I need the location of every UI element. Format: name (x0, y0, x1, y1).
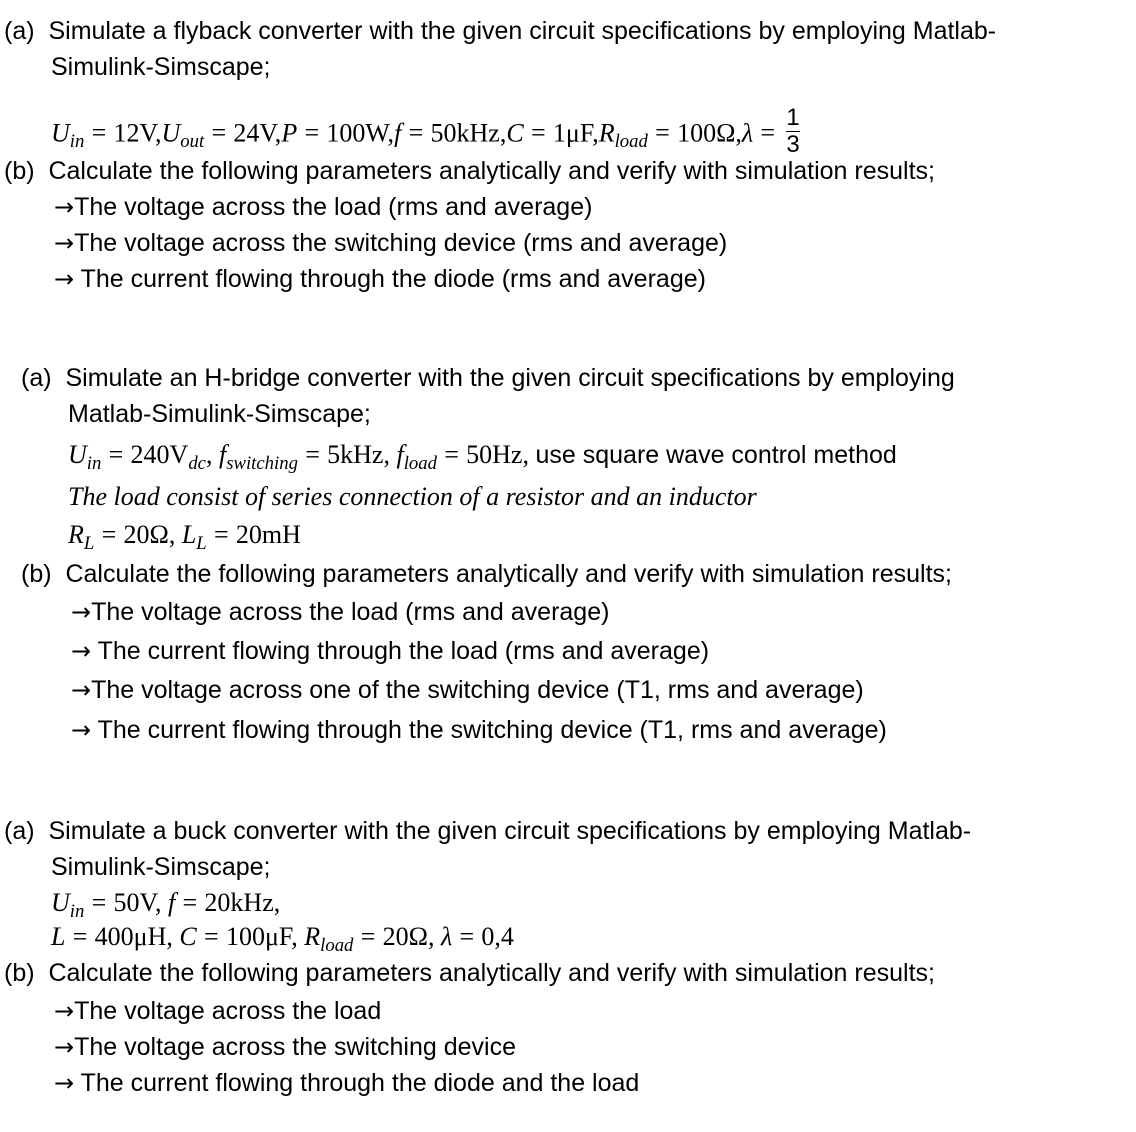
arrow-right-icon: → (54, 1033, 75, 1061)
p2-l-val: 20mH (235, 520, 301, 549)
p1-r-sub: load (614, 131, 648, 153)
p3-eq: = (72, 922, 88, 951)
p1-b-text: Calculate the following parameters analytically and verify with simulation results; (48, 157, 935, 185)
p1-spec (51, 104, 800, 161)
p3-c-sym: C (179, 922, 197, 951)
p3-c-val: 100μF, (225, 922, 298, 951)
p2-eq: = (108, 440, 124, 469)
p2-item-1 (71, 597, 609, 627)
arrow-right-icon: → (54, 193, 75, 221)
p3-a-text2: Simulink-Simscape; (51, 853, 271, 881)
p2-uin-sym: U (68, 440, 87, 469)
p2-item-text: The current flowing through the load (rms and average) (91, 637, 710, 665)
p2-a-text2: Matlab-Simulink-Simscape; (68, 400, 371, 428)
p3-uin-sym: U (51, 888, 70, 917)
p3-item-text: The voltage across the load (74, 997, 382, 1025)
p2-fs-sub: switching (226, 452, 298, 474)
p1-item-2 (54, 228, 727, 258)
p1-eq: = (304, 118, 320, 148)
p3-lambda-val: 0,4 (481, 922, 514, 951)
arrow-right-icon: → (54, 265, 75, 293)
p2-b-text: Calculate the following parameters analytically and verify with simulation results; (65, 560, 952, 588)
p3-a-label: (a) (4, 817, 35, 845)
p3-item-text: The current flowing through the diode and the load (74, 1069, 640, 1097)
p1-uin-val: 12V, (113, 118, 162, 148)
p3-r-val: 20Ω, (382, 922, 435, 951)
p3-r-sym: R (304, 922, 321, 951)
p3-r-sub: load (320, 934, 354, 956)
arrow-right-icon: → (71, 716, 92, 744)
p1-eq: = (530, 118, 546, 148)
p3-item-3 (54, 1068, 639, 1098)
p3-eq: = (182, 888, 198, 917)
p1-b-label: (b) (4, 157, 35, 185)
p2-item-text: The current flowing through the switching device (T1, rms and average) (91, 716, 887, 744)
p1-p-val: 100W, (326, 118, 395, 148)
p3-l-val: 400μH, (94, 922, 173, 951)
p3-f-sym: f (167, 888, 176, 917)
p1-a-text: Simulate a flyback converter with the given circuit specifications by employing Matlab- (48, 17, 997, 45)
p3-l-sym: L (51, 922, 66, 951)
p2-uin-val-sub: dc (188, 452, 206, 474)
arrow-right-icon: → (71, 598, 92, 626)
p2-l-sub: L (196, 532, 207, 554)
p3-item-text: The voltage across the switching device (74, 1033, 517, 1061)
p2-a-text: Simulate an H-bridge converter with the given circuit specifications by employing (65, 364, 955, 392)
p3-f-val: 20kHz, (204, 888, 281, 917)
p1-p-sym: P (281, 118, 298, 148)
p2-spec: $U_{in} = 240V_{dc}$, $f_{switching} = 5kHz$, $f_{load} = 50Hz$, use square wave control method (68, 440, 897, 474)
p1-lambda-den: 3 (786, 131, 800, 158)
p3-uin-sub: in (69, 900, 85, 922)
p3-eq: = (204, 922, 219, 951)
arrow-right-icon: → (54, 229, 75, 257)
p2-eq: = (213, 520, 229, 549)
p2-a-label: (a) (21, 364, 52, 392)
p1-lambda-num: 1 (786, 104, 800, 131)
p1-lambda-sym: λ (741, 118, 754, 148)
p2-fl-sym: f (396, 440, 404, 469)
p2-eq: = (305, 440, 320, 469)
p2-item-2 (71, 636, 709, 666)
p3-uin-val: 50V, (113, 888, 162, 917)
p3-b-label: (b) (4, 959, 35, 987)
p1-eq: = (91, 118, 107, 148)
p1-eq: = (408, 118, 424, 148)
p2-uin-val: 240V (130, 440, 189, 469)
p1-a-label: (a) (4, 17, 35, 45)
p1-b-line1 (4, 156, 935, 186)
p2-item-text: The voltage across the load (rms and average) (91, 598, 610, 626)
p1-r-sym: R (598, 118, 615, 148)
p3-a-line1 (4, 816, 971, 846)
p1-item-1 (54, 192, 592, 222)
p1-item-3 (54, 264, 706, 294)
p1-c-val: 1μF, (552, 118, 599, 148)
p1-a-line1 (4, 16, 996, 46)
p2-item-3 (71, 675, 864, 705)
p3-eq: = (91, 888, 107, 917)
p2-b-line1 (21, 559, 952, 589)
p3-a-line2 (51, 852, 271, 882)
p3-spec1 (51, 888, 280, 921)
p3-eq: = (360, 922, 376, 951)
p1-lambda-fraction (786, 106, 799, 157)
p1-item-text: The current flowing through the diode (rms and average) (74, 265, 706, 293)
p2-a-line1 (21, 363, 955, 393)
p1-f-sym: f (394, 118, 402, 148)
p1-item-text: The voltage across the load (rms and average) (74, 193, 593, 221)
arrow-right-icon: → (71, 637, 92, 665)
p2-b-label: (b) (21, 560, 52, 588)
p1-eq: = (655, 118, 670, 148)
p3-item-1 (54, 996, 381, 1026)
p3-lambda-sym: λ (440, 922, 453, 951)
p2-l-sym: L (181, 520, 197, 549)
p1-uout-sub: out (180, 131, 205, 153)
p3-item-2 (54, 1032, 516, 1062)
p1-a-text2: Simulink-Simscape; (51, 53, 271, 81)
arrow-right-icon: → (71, 676, 92, 704)
p2-load-desc-text: The load consist of series connection of a resistor and an inductor (68, 482, 757, 511)
p3-b-text: Calculate the following parameters analytically and verify with simulation results; (48, 959, 935, 987)
arrow-right-icon: → (54, 997, 75, 1025)
p1-c-sym: C (506, 118, 524, 148)
p1-uout-val: 24V, (233, 118, 282, 148)
p2-uin-sub: in (86, 452, 102, 474)
p1-r-val: 100Ω, (677, 118, 742, 148)
arrow-right-icon: → (54, 1069, 75, 1097)
p1-a-line2 (51, 52, 271, 82)
p2-fs-val: 5kHz, (327, 440, 390, 469)
p1-f-val: 50kHz, (430, 118, 507, 148)
p2-fl-val: 50Hz, (466, 440, 529, 469)
p3-a-text: Simulate a buck converter with the given circuit specifications by employing Matlab- (48, 817, 972, 845)
p3-eq: = (459, 922, 475, 951)
p1-eq: = (760, 118, 776, 148)
p2-r-sym: R (68, 520, 84, 549)
p2-eq: = (444, 440, 459, 469)
p2-eq: = (101, 520, 117, 549)
p3-b-line1 (4, 958, 935, 988)
p1-uin-sym: U (51, 118, 70, 148)
p1-uin-sub: in (69, 131, 85, 153)
p3-spec2 (51, 922, 514, 955)
p2-r-val: 20Ω, (123, 520, 176, 549)
p2-r-sub: L (83, 532, 95, 554)
p2-method: use square wave control method (535, 441, 897, 469)
p2-a-line2 (68, 399, 371, 429)
p1-item-text: The voltage across the switching device (rms and average) (74, 229, 728, 257)
p2-fs-sym: f (218, 440, 227, 469)
p1-eq: = (211, 118, 227, 148)
p1-uout-sym: U (161, 118, 181, 148)
p2-rl (68, 520, 301, 553)
p2-item-4 (71, 715, 887, 745)
p2-fl-sub: load (403, 452, 437, 474)
p2-item-text: The voltage across one of the switching device (T1, rms and average) (91, 676, 864, 704)
p2-load-desc (68, 482, 757, 512)
